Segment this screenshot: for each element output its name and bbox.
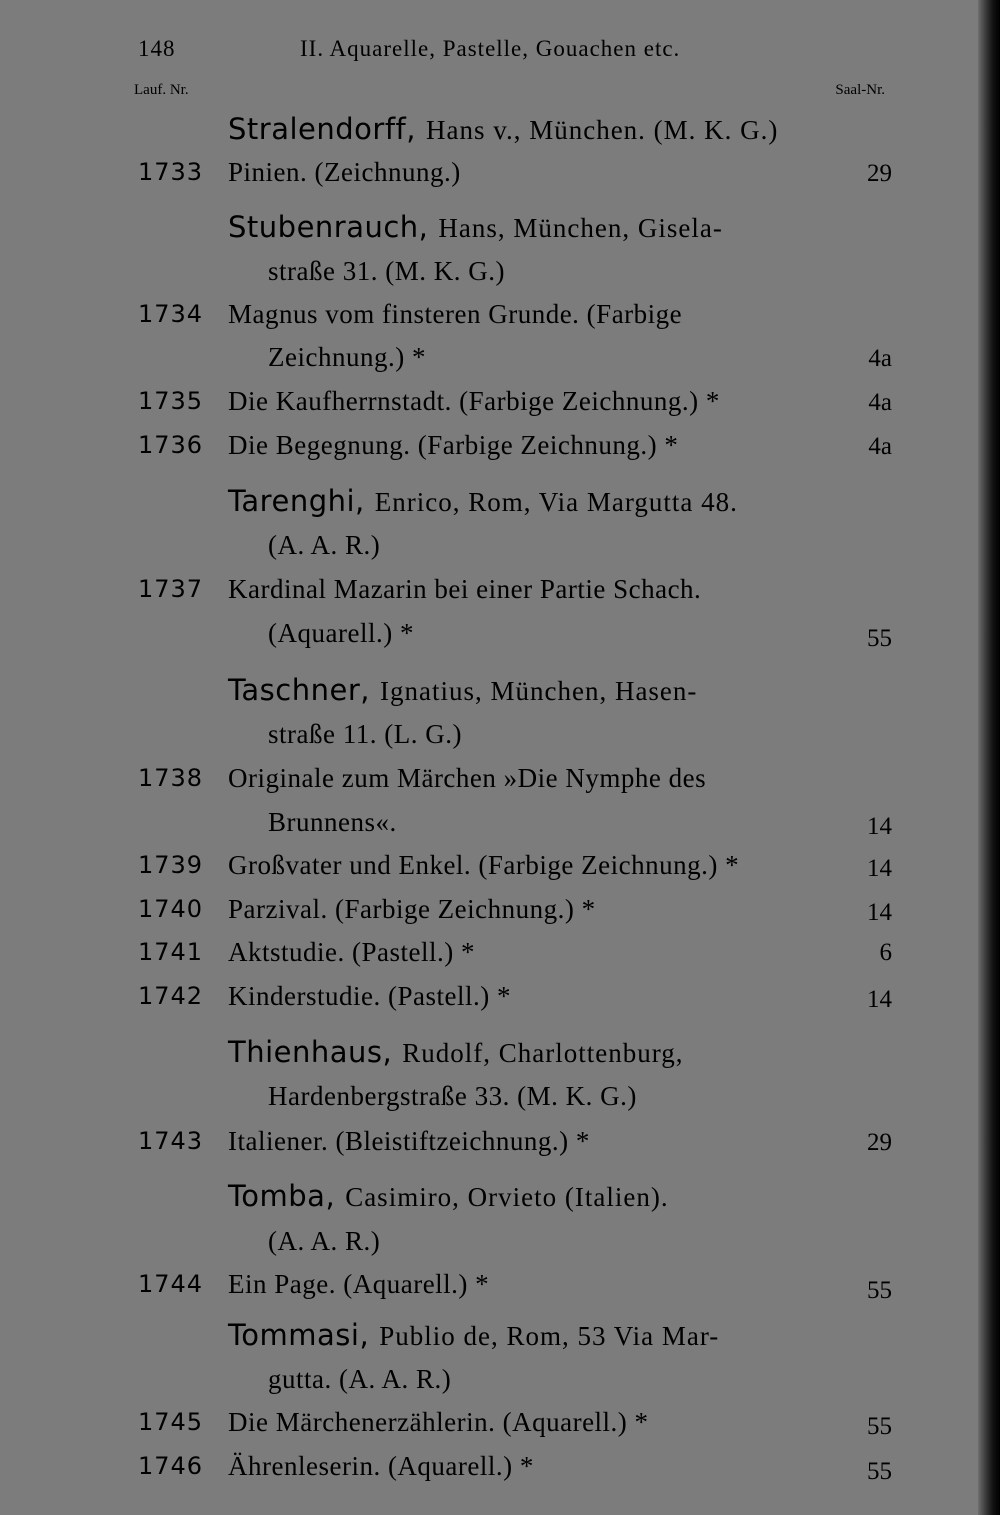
artist-info-continuation: straße 11. (L. G.) — [268, 719, 462, 749]
entry-number: 1733 — [138, 158, 204, 186]
artist-name: Tomba, — [228, 1179, 336, 1213]
room-number: 14 — [867, 813, 892, 840]
entry-number: 1746 — [138, 1452, 204, 1480]
entry-title: Ährenleserin. (Aquarell.) * — [228, 1451, 534, 1481]
entry-title: Italiener. (Bleistiftzeichnung.) * — [228, 1126, 590, 1156]
room-number: 4a — [868, 389, 892, 416]
entry-number: 1738 — [138, 764, 204, 792]
artist-name: Stubenrauch, — [228, 210, 429, 244]
room-number: 55 — [867, 1413, 892, 1440]
entry-title: Parzival. (Farbige Zeichnung.) * — [228, 894, 596, 924]
page-header — [138, 36, 898, 70]
room-number: 6 — [879, 939, 892, 966]
room-number: 4a — [868, 433, 892, 460]
entry-number: 1740 — [138, 895, 204, 923]
entry-title-continuation: Zeichnung.) * — [268, 342, 426, 372]
entry-title: Ein Page. (Aquarell.) * — [228, 1269, 490, 1299]
entry-title: Die Kaufherrnstadt. (Farbige Zeichnung.) * — [228, 386, 720, 416]
page-edge-shadow — [978, 0, 1000, 1515]
artist-heading — [228, 673, 697, 708]
column-label-saal-nr: Saal-Nr. — [835, 82, 885, 98]
artist-info: Hans v., München. (M. K. G.) — [425, 115, 779, 145]
room-number: 29 — [867, 1129, 892, 1156]
room-number: 4a — [868, 345, 892, 372]
entry-number: 1735 — [138, 387, 204, 415]
artist-info: Hans, München, Gisela- — [438, 213, 723, 243]
artist-info: Casimiro, Orvieto (Italien). — [345, 1182, 669, 1212]
entry-title: Magnus vom finsteren Grunde. (Farbige — [228, 299, 683, 329]
room-number: 14 — [867, 986, 892, 1013]
column-label-lauf-nr: Lauf. Nr. — [134, 82, 189, 98]
artist-heading — [228, 1318, 719, 1353]
room-number: 14 — [867, 855, 892, 882]
artist-info-continuation: (A. A. R.) — [268, 530, 381, 560]
entry-title: Pinien. (Zeichnung.) — [228, 157, 461, 187]
artist-info-continuation: (A. A. R.) — [268, 1226, 381, 1256]
entry-title: Die Märchenerzählerin. (Aquarell.) * — [228, 1407, 649, 1437]
room-number: 14 — [867, 899, 892, 926]
entry-title-continuation: (Aquarell.) * — [268, 618, 414, 648]
artist-info: Publio de, Rom, 53 Via Mar- — [379, 1321, 720, 1351]
entry-number: 1741 — [138, 938, 204, 966]
page-number: 148 — [138, 36, 176, 61]
entry-title-continuation: Brunnens«. — [268, 807, 397, 837]
artist-name: Thienhaus, — [228, 1035, 393, 1069]
room-number: 55 — [867, 625, 892, 652]
artist-info-continuation: straße 31. (M. K. G.) — [268, 256, 505, 286]
room-number: 55 — [867, 1277, 892, 1304]
entry-number: 1736 — [138, 431, 204, 459]
room-number: 29 — [867, 160, 892, 187]
entry-title: Kardinal Mazarin bei einer Partie Schach. — [228, 574, 702, 604]
artist-name: Stralendorff, — [228, 112, 416, 146]
entry-title: Großvater und Enkel. (Farbige Zeichnung.) * — [228, 850, 740, 880]
artist-info: Ignatius, München, Hasen- — [379, 676, 698, 706]
room-number: 55 — [867, 1458, 892, 1485]
artist-info: Rudolf, Charlottenburg, — [402, 1038, 684, 1068]
artist-name: Tommasi, — [228, 1318, 370, 1352]
artist-info-continuation: Hardenbergstraße 33. (M. K. G.) — [268, 1081, 637, 1111]
entry-title: Die Begegnung. (Farbige Zeichnung.) * — [228, 430, 679, 460]
artist-name: Taschner, — [228, 673, 370, 707]
running-title: II. Aquarelle, Pastelle, Gouachen etc. — [300, 36, 681, 61]
artist-heading — [228, 112, 778, 147]
entry-number: 1742 — [138, 982, 204, 1010]
artist-heading — [228, 210, 723, 245]
artist-heading — [228, 1035, 683, 1070]
entry-title: Kinderstudie. (Pastell.) * — [228, 981, 511, 1011]
artist-name: Tarenghi, — [228, 484, 365, 518]
entry-title: Aktstudie. (Pastell.) * — [228, 937, 475, 967]
entry-title: Originale zum Märchen »Die Nymphe des — [228, 763, 707, 793]
entry-number: 1744 — [138, 1270, 204, 1298]
artist-heading — [228, 484, 738, 519]
entry-number: 1745 — [138, 1408, 204, 1436]
entry-number: 1743 — [138, 1127, 204, 1155]
artist-heading — [228, 1179, 669, 1214]
entry-number: 1737 — [138, 575, 204, 603]
entry-number: 1734 — [138, 300, 204, 328]
artist-info: Enrico, Rom, Via Margutta 48. — [374, 487, 738, 517]
artist-info-continuation: gutta. (A. A. R.) — [268, 1364, 452, 1394]
entry-number: 1739 — [138, 851, 204, 879]
